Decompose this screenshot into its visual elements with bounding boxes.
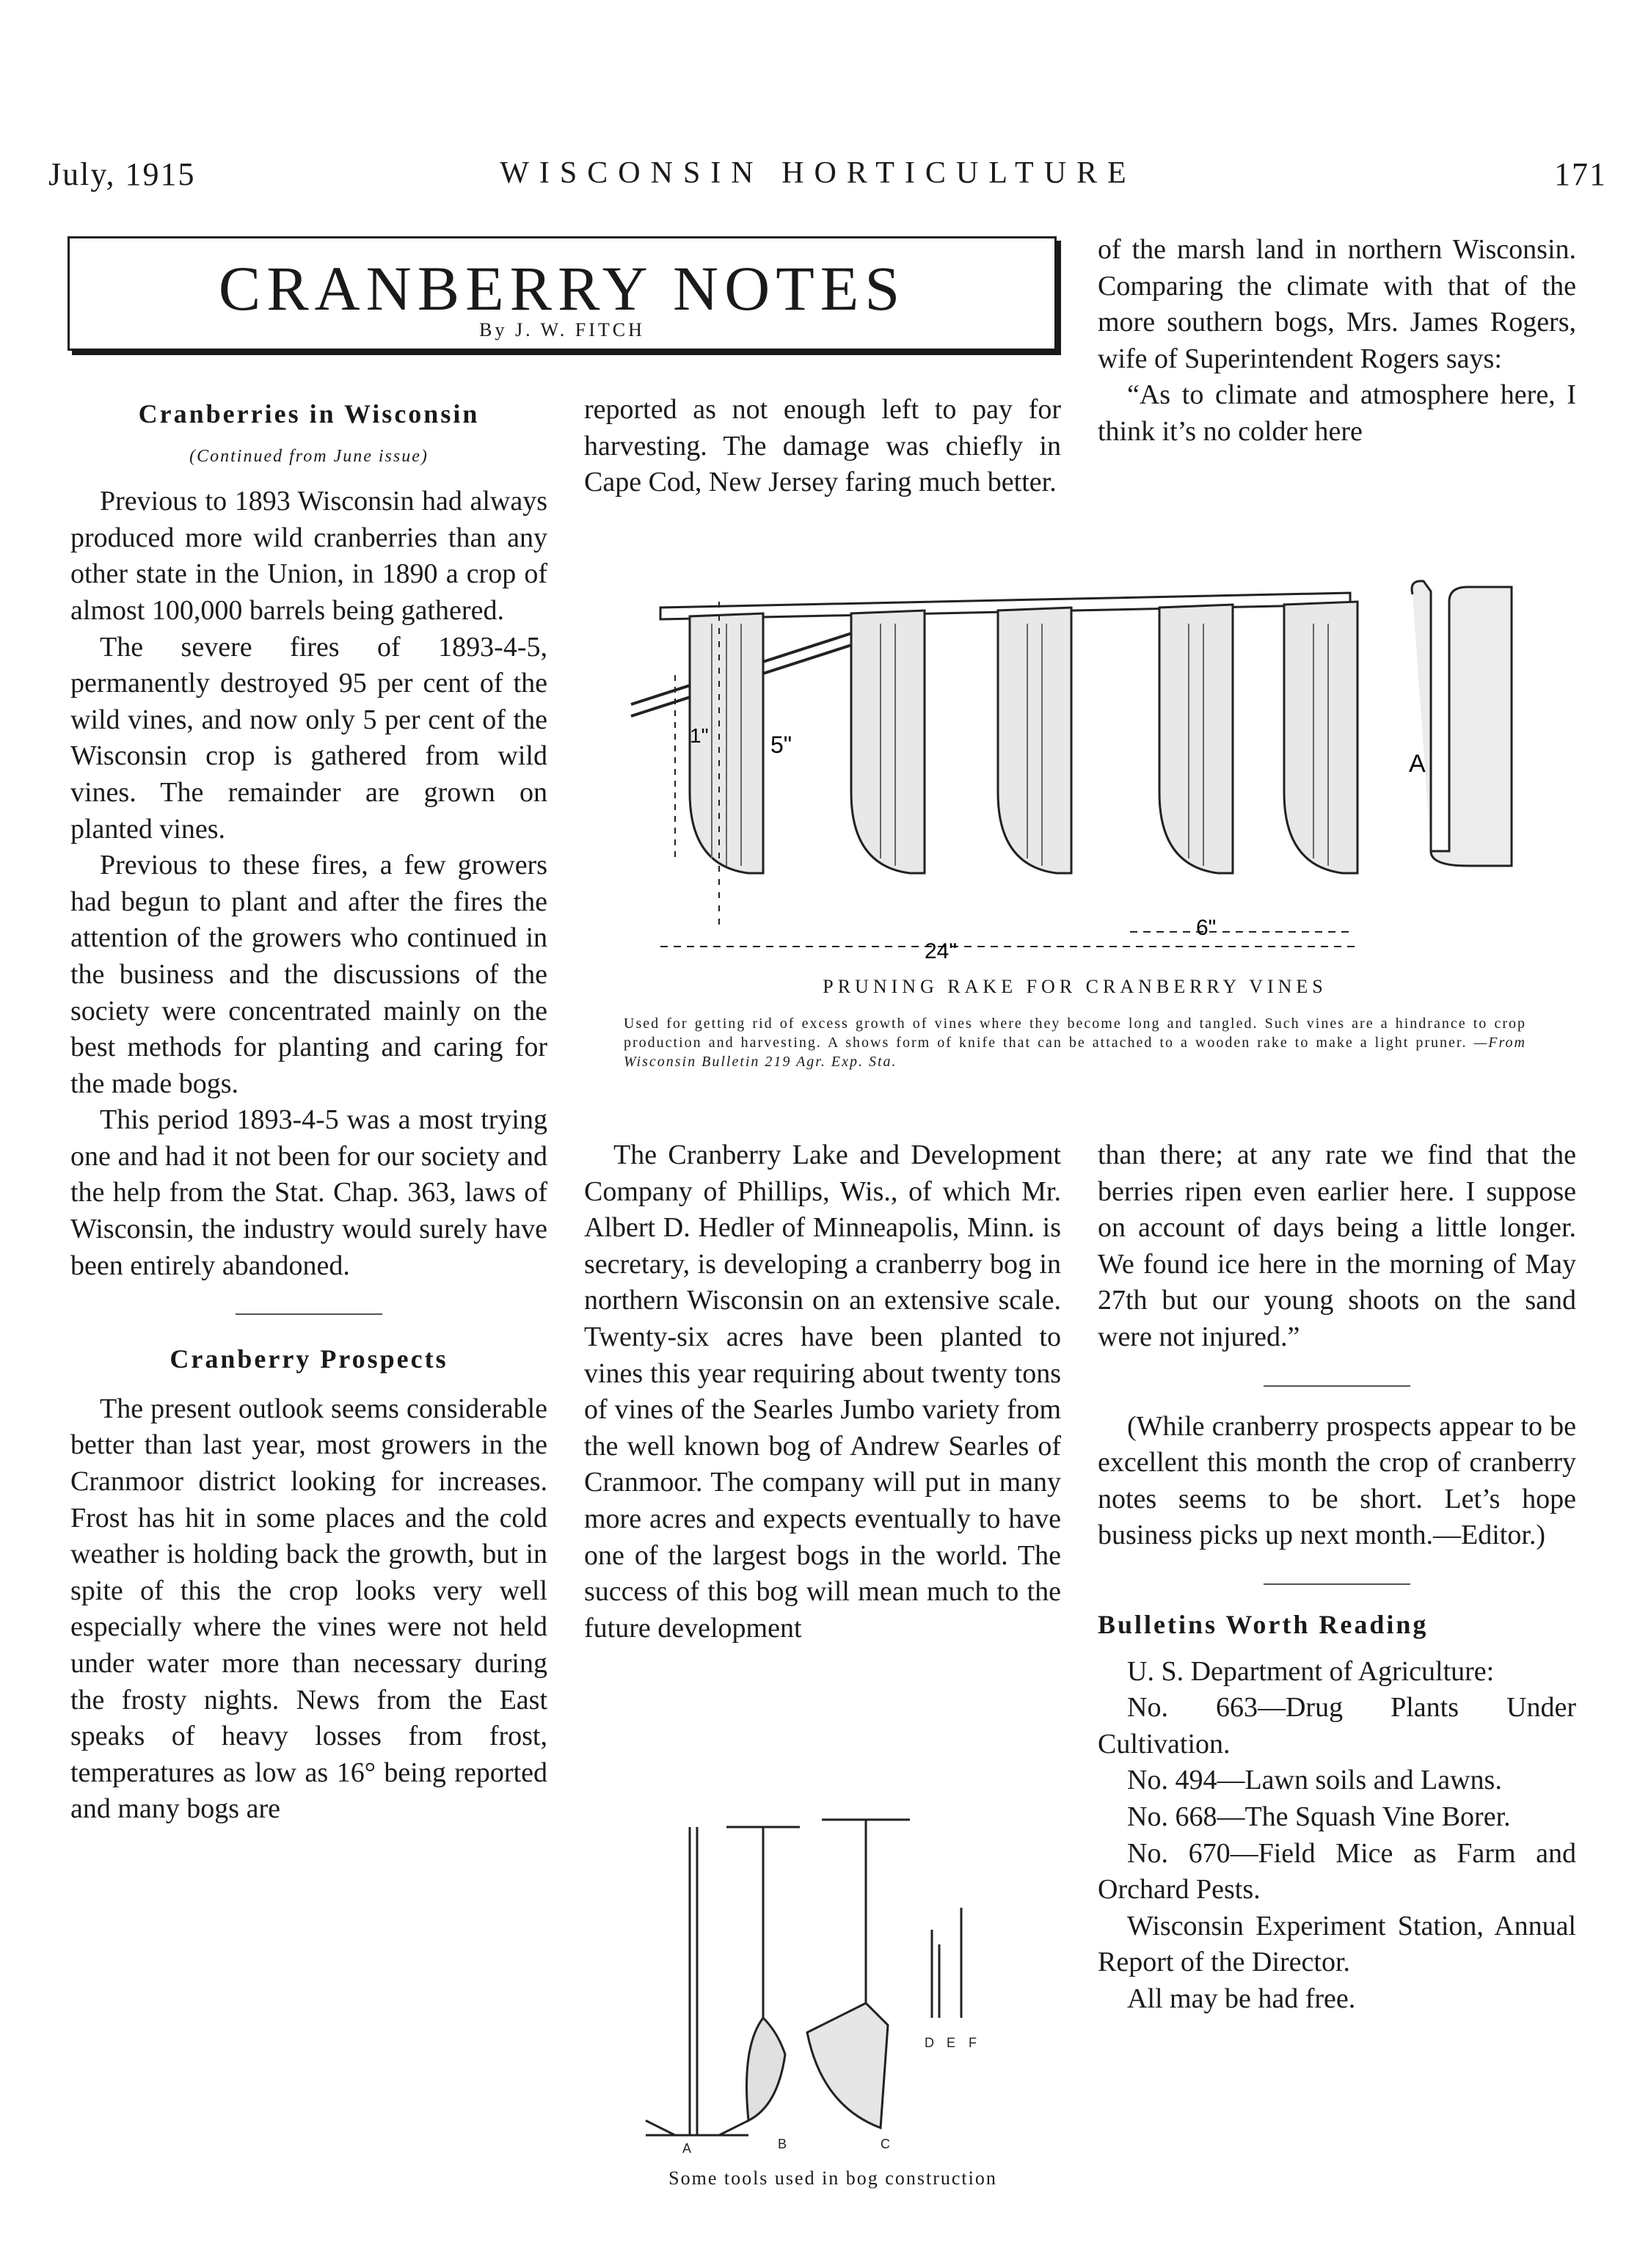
column-3-bottom bbox=[1098, 1137, 1576, 2017]
bulletins-intro: U. S. Department of Agriculture: bbox=[1127, 1655, 1495, 1687]
article-title: CRANBERRY NOTES bbox=[218, 253, 906, 324]
paragraph: Previous to 1893 Wisconsin had always produced more wild cranberries than any other state in the Union, in 1890 a crop of almost 100,000 barrels being gathered. bbox=[70, 486, 547, 626]
pruning-rake-figure bbox=[616, 572, 1570, 969]
section-divider bbox=[236, 1313, 382, 1315]
tool-label-f: F bbox=[969, 2035, 977, 2050]
tools-caption: Some tools used in bog construction bbox=[668, 2167, 997, 2189]
paragraph: of the marsh land in northern Wisconsin. Comparing the climate with that of the more southern bogs, Mrs. James Rogers, wife of Superintendent Rogers says: bbox=[1098, 234, 1576, 374]
paragraph: The Cranberry Lake and Development Company of Phillips, Wis., of which Mr. Albert D. Hedler of Minneapolis, Minn. is secretary, is developing a cranberry bog in northern Wisconsin on an extensive scale. Twenty-six acres have been planted to vines this year requiring about twenty tons of vines of the Searles Jumbo variety from the well known bog of Andrew Searles of Cranmoor. The company will put in many more acres and expects eventually to have one of the largest bogs in the world. The success of this bog will mean much to the future development bbox=[584, 1140, 1061, 1644]
tool-label-b: B bbox=[778, 2137, 787, 2151]
paragraph: This period 1893-4-5 was a most trying one and had it not been for our society and the help from the Stat. Chap. 363, laws of Wisconsin, the industry would surely have been entirely abandoned. bbox=[70, 1104, 547, 1281]
editor-note: (While cranberry prospects appear to be excellent this month the crop of cranberry notes seems to be short. Let’s hope business picks up next month.—Editor.) bbox=[1098, 1410, 1576, 1551]
dimension-6-inch: 6" bbox=[1196, 916, 1217, 940]
dimension-24-inch: 24" bbox=[925, 939, 958, 963]
bulletin-item: No. 668—The Squash Vine Borer. bbox=[1127, 1801, 1511, 1832]
rake-caption-title: PRUNING RAKE FOR CRANBERRY VINES bbox=[823, 976, 1327, 997]
paragraph: Previous to these fires, a few growers had begun to plant and after the fires the attention of the growers who continued in the business and the discussions of the society were concentrated mainly on the best methods for planting and caring for the made bogs. bbox=[70, 850, 547, 1099]
header-date: July, 1915 bbox=[48, 156, 196, 192]
paragraph: The present outlook seems considerable better than last year, most growers in the Cranmoor district looking for increases. Frost has hit in some places and the cold weather is holding back the growth, but in spite of this the crop looks very well especially where the vines were not held under water more than necessary during the frosty nights. News from the East speaks of heavy losses from frost, temperatures as low as 16° being reported and many bogs are bbox=[70, 1393, 547, 1825]
section-divider bbox=[1264, 1385, 1410, 1387]
bulletin-item: No. 663—Drug Plants Under Cultivation. bbox=[1098, 1692, 1576, 1760]
dimension-5-inch: 5" bbox=[770, 732, 792, 758]
rake-caption-body: Used for getting rid of excess growth of vines where they become long and tangled. Such vines are a hindrance to crop production and harvesting. A shows form of knife that can be attached to a wooden rake to make a light pruner. bbox=[624, 1016, 1526, 1051]
page-number: 171 bbox=[1554, 156, 1607, 192]
article-title-box bbox=[68, 236, 1057, 351]
pruning-rake-illustration bbox=[616, 572, 1570, 969]
paragraph: The severe fires of 1893-4-5, permanently destroyed 95 per cent of the wild vines, and now only 5 per cent of the Wisconsin crop is gathered from wild vines. The remainder are grown on planted vines. bbox=[70, 631, 547, 845]
tool-label-a: A bbox=[682, 2141, 692, 2156]
section-heading-cranberries-in-wisconsin: Cranberries in Wisconsin bbox=[138, 399, 480, 429]
section-subheading: (Continued from June issue) bbox=[189, 446, 429, 466]
section-divider bbox=[1264, 1583, 1410, 1585]
knife-label-a: A bbox=[1409, 750, 1426, 778]
paragraph: reported as not enough left to pay for harvesting. The damage was chiefly in Cape Cod, New Jersey faring much better. bbox=[584, 394, 1061, 498]
tool-label-d: D bbox=[925, 2035, 934, 2050]
tools-figure bbox=[631, 1812, 1042, 2157]
bog-tools-illustration bbox=[631, 1812, 1042, 2157]
bulletin-item: Wisconsin Experiment Station, Annual Report of the Director. bbox=[1098, 1910, 1576, 1978]
bulletins-heading: Bulletins Worth Reading bbox=[1098, 1609, 1429, 1639]
rake-caption bbox=[624, 976, 1526, 1071]
bulletin-item: All may be had free. bbox=[1127, 1983, 1356, 2014]
bulletin-item: No. 494—Lawn soils and Lawns. bbox=[1127, 1765, 1502, 1796]
quote: “As to climate and atmosphere here, I think it’s no colder here bbox=[1098, 379, 1576, 447]
dimension-1-inch: 1" bbox=[690, 724, 709, 747]
column-1 bbox=[70, 396, 547, 1828]
article-byline: By J. W. FITCH bbox=[479, 319, 645, 340]
tool-label-c: C bbox=[881, 2137, 890, 2151]
quote-continued: than there; at any rate we find that the berries ripen even earlier here. I suppose on account of days being a little longer. We found ice here in the morning of May 27th but our young shoots on the sand were not injured.” bbox=[1098, 1140, 1576, 1352]
column-3-top bbox=[1098, 232, 1576, 451]
column-2-top bbox=[584, 392, 1061, 501]
tool-label-e: E bbox=[947, 2035, 956, 2050]
bulletin-item: No. 670—Field Mice as Farm and Orchard Pests. bbox=[1098, 1837, 1576, 1906]
column-2-bottom bbox=[584, 1137, 1061, 1647]
journal-title: WISCONSIN HORTICULTURE bbox=[500, 156, 1137, 190]
section-heading-cranberry-prospects: Cranberry Prospects bbox=[170, 1344, 448, 1374]
rake-caption-source: —From Wisconsin Bulletin 219 Agr. Exp. Sta. bbox=[624, 1035, 1526, 1070]
